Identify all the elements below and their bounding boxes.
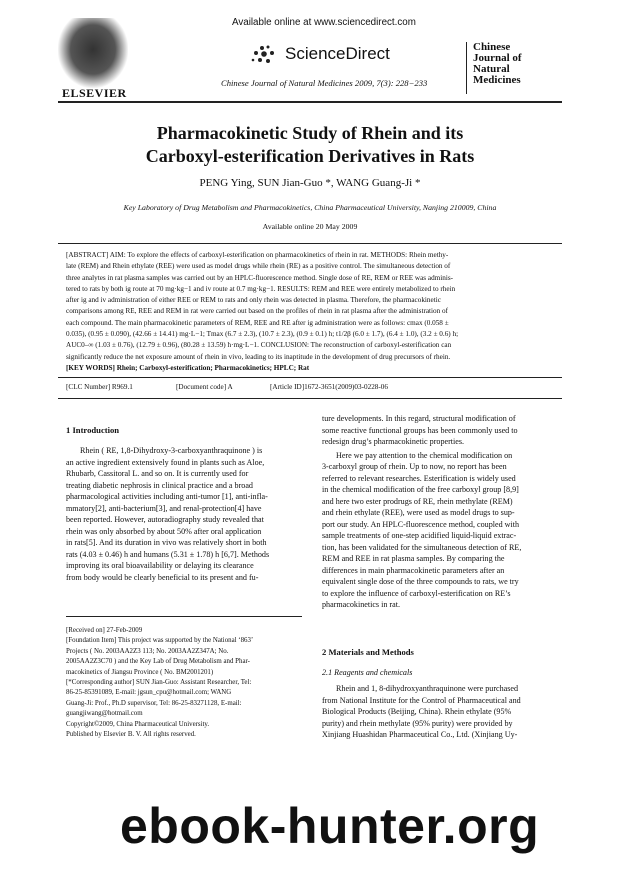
body-line: 3-carboxyl group of rhein. Up to now, no report has been: [322, 462, 507, 471]
elsevier-tree-logo: [58, 18, 128, 88]
body-line: equivalent single dose of the three compounds to rats, we try: [322, 577, 519, 586]
intro-line: mmatory[2], anti-bacterium[3], and renal-protection[4] have: [66, 503, 262, 513]
abstract-line: each compound. The main pharmacokinetic parameters of REM, REE and RE after ig administration were as follows: cmax (0.058 ±: [66, 318, 449, 327]
body-line: redesign drug’s pharmacokinetic properties.: [322, 437, 465, 446]
body-line: Here we pay attention to the chemical modification on: [336, 450, 513, 460]
footnotes: [66, 626, 302, 740]
intro-line: rhein was only absorbed by about 50% after oral application: [66, 526, 262, 536]
intro-line: in rats[5]. And its duration in vivo was relatively short in both: [66, 538, 267, 547]
footnote-line: Projects ( No. 2003AA2Z3 113; No. 2003AA2Z347A; No.: [66, 647, 229, 655]
intro-line: improving its oral bioavailability or delaying its clearance: [66, 561, 254, 570]
body-line: from National Institute for the Control of Pharmaceutical and: [322, 695, 521, 705]
body-line: Rhein and 1, 8-dihydroxyanthraquinone were purchased: [336, 684, 519, 693]
abstract-line: [ABSTRACT] AIM: To explore the effects of carboxyl-esterification on pharmacokinetics of rhein in rat. METHODS: Rhein methy-: [66, 251, 449, 259]
sciencedirect-logo: [248, 44, 388, 66]
journal-name-box: [466, 42, 568, 94]
footnote-line: 86-25-85391089, E-mail: jgsun_cpu@hotmail.com; WANG: [66, 689, 232, 697]
footnote-rule: [66, 616, 302, 617]
elsevier-label: ELSEVIER: [62, 86, 127, 100]
footnote-line: Guang-Ji: Prof., Ph.D supervisor, Tel: 86-25-83271128, E-mail:: [66, 699, 242, 707]
affiliation: Key Laboratory of Drug Metabolism and Pharmacokinetics, China Pharmaceutical University, Nanjing 210009, China: [123, 203, 497, 212]
authors: PENG Ying, SUN Jian-Guo *, WANG Guang-Ji *: [199, 177, 421, 189]
footnote-line: Published by Elsevier B. V. All rights reserved.: [66, 731, 196, 739]
journal-citation: Chinese Journal of Natural Medicines 2009, 7(3): 228−233: [221, 78, 428, 88]
abstract-line: 0.035), (0.95 ± 0.090), (42.66 ± 14.41) mg·L−1; Tmax (6.7 ± 2.3), (10.7 ± 2.3), (0.9 ± 0.1) h; t1/2β (6.0 ± 1.7), (6.4 ± 1.0), (3.2 ± 0.6) h;: [66, 330, 459, 339]
journal-name-line: Medicines: [473, 74, 521, 86]
abstract-line: after ig and iv administration of either REE or REM to rats and only rhein was detected in plasma. Therefore, the pharmacokinetic: [66, 296, 441, 305]
abstract-line: tered to rats by both ig route at 70 mg·kg−1 and iv route at 0.7 mg·kg−1. RESULTS: REM and REE were entirely metabolized to rhein: [66, 284, 456, 293]
body-line: sample treatments of one-step acidified liquid-liquid extrac-: [322, 531, 517, 540]
intro-line: pharmacological activities including anti-tumor [1], anti-infla-: [66, 492, 268, 501]
abstract-mid-rule: [58, 377, 562, 378]
section-heading-materials: 2 Materials and Methods: [322, 647, 414, 657]
body-line: some reactive functional groups has been commonly used to: [322, 425, 518, 435]
body-line: in the chemical modification of the free carboxyl group [8,9]: [322, 485, 519, 494]
footnote-line: macokinetics of Jiangsu Province ( No. BM2001201): [66, 668, 214, 676]
intro-line: from body would be clearly beneficial to its present and fu-: [66, 572, 259, 582]
body-line: ture developments. In this regard, structural modification of: [322, 414, 516, 423]
intro-line: an active ingredient extensively found in plants such as Aloe,: [66, 457, 265, 467]
abstract-line: three analytes in rat plasma samples was carried out by an HPLC-fluorescence method. Single dose of RE, REM or REE was adminis-: [66, 273, 454, 282]
body-line: and here two ester prodrugs of RE, rhein methylate (REM): [322, 496, 513, 506]
body-line: to explore the influence of carboxyl-esterification on RE’s: [322, 588, 511, 598]
abstract-bottom-rule: [58, 398, 562, 399]
paper-title: [58, 122, 562, 168]
clc-number: [CLC Number] R969.1: [66, 383, 133, 391]
footnote-line: [Foundation Item] This project was supported by the National ‘863’: [66, 637, 254, 645]
watermark: ebook-hunter.org: [120, 798, 540, 854]
body-line: REM and REE in rat plasma samples. By comparing the: [322, 554, 505, 563]
title-line-1: Pharmacokinetic Study of Rhein and its: [156, 123, 464, 143]
footnote-line: [*Corresponding author] SUN Jian-Guo: Assistant Researcher, Tel:: [66, 679, 252, 687]
intro-line: been reported. However, autoradiography study revealed that: [66, 515, 264, 524]
header-rule: [58, 101, 562, 103]
body-line: pharmacokinetics in rat.: [322, 600, 400, 609]
article-id: [Article ID]1672-3651(2009)03-0228-06: [270, 383, 388, 391]
available-date: Available online 20 May 2009: [262, 222, 358, 231]
abstract-line: late (REM) and Rhein ethylate (REE) were used as model drugs while rhein (RE) as a positive control. The simultaneous detection of: [66, 262, 451, 271]
title-line-2: Carboxyl-esterification Derivatives in Rats: [145, 146, 475, 166]
intro-line: Rhein ( RE, 1,8-Dihydroxy-3-carboxyanthraquinone ) is: [80, 446, 263, 455]
body-line: Biological Products (Beijing, China). Rhein ethylate (95%: [322, 707, 512, 716]
body-line: purity) and rhein methylate (95% purity) were provided by: [322, 718, 513, 728]
available-online-text: Available online at www.sciencedirect.com: [232, 17, 416, 28]
body-line: referred to relevant researches. Esterification is widely used: [322, 473, 516, 483]
sciencedirect-dots-icon: [248, 44, 284, 66]
right-column-text: [322, 413, 558, 611]
footnote-line: guangjiwang@hotmail.com: [66, 710, 143, 718]
abstract-line: AUC0–∞ (1.03 ± 0.76), (12.79 ± 0.96), (80.28 ± 13.59) h·mg·L−1. CONCLUSION: The reconstruction of carboxyl-esterification can: [66, 341, 452, 350]
body-line: and rhein ethylate (REE), were used as model drugs to sup-: [322, 508, 515, 517]
abstract-top-rule: [58, 243, 562, 244]
subsection-heading-reagents: 2.1 Reagents and chemicals: [322, 668, 413, 677]
journal-name-line: Natural: [473, 63, 510, 75]
intro-line: Rhubarb, Cassitoral L. and so on. It is currently used for: [66, 469, 249, 478]
intro-line: rats (4.03 ± 0.46) h and humans (5.31 ± 1.78) h [6,7]. Methods: [66, 549, 270, 559]
body-line: port our study. An HPLC-fluorescence method, coupled with: [322, 519, 520, 529]
body-line: tion, has been validated for the simultaneous detection of RE,: [322, 542, 522, 552]
abstract-line: comparisons among RE, REE and REM in rat were carried out based on the profiles of rhein in rat plasma after the administration of: [66, 307, 449, 316]
footnote-received: [Received on] 27-Feb-2009: [66, 627, 143, 634]
sciencedirect-wordmark: ScienceDirect: [285, 44, 390, 63]
journal-name-line: Chinese: [473, 41, 511, 53]
intro-text: [66, 445, 302, 583]
footnote-line: Copyright©2009, China Pharmaceutical University.: [66, 720, 210, 728]
abstract-line: significantly reduce the net exposure amount of rhein in vivo, leading to its inaptitude in the development of drug precursors of rhein.: [66, 352, 451, 361]
intro-line: treating diabetic nephrosis in clinical practice and a broad: [66, 480, 253, 490]
section-heading-introduction: 1 Introduction: [66, 425, 120, 435]
body-line: differences in main pharmacokinetic parameters after an: [322, 565, 505, 575]
keywords-line: [KEY WORDS] Rhein; Carboxyl-esterification; Pharmacokinetics; HPLC; Rat: [66, 363, 310, 372]
document-code: [Document code] A: [176, 383, 233, 391]
journal-name-line: Journal of: [473, 52, 522, 64]
body-line: Xinjiang Huashidan Pharmaceutical Co., Ltd. (Xinjiang Uy-: [322, 730, 518, 739]
reagents-text: [322, 683, 558, 741]
footnote-line: 2005AA2Z3C70 ) and the Key Lab of Drug Metabolism and Phar-: [66, 658, 250, 666]
abstract-block: [66, 250, 556, 374]
